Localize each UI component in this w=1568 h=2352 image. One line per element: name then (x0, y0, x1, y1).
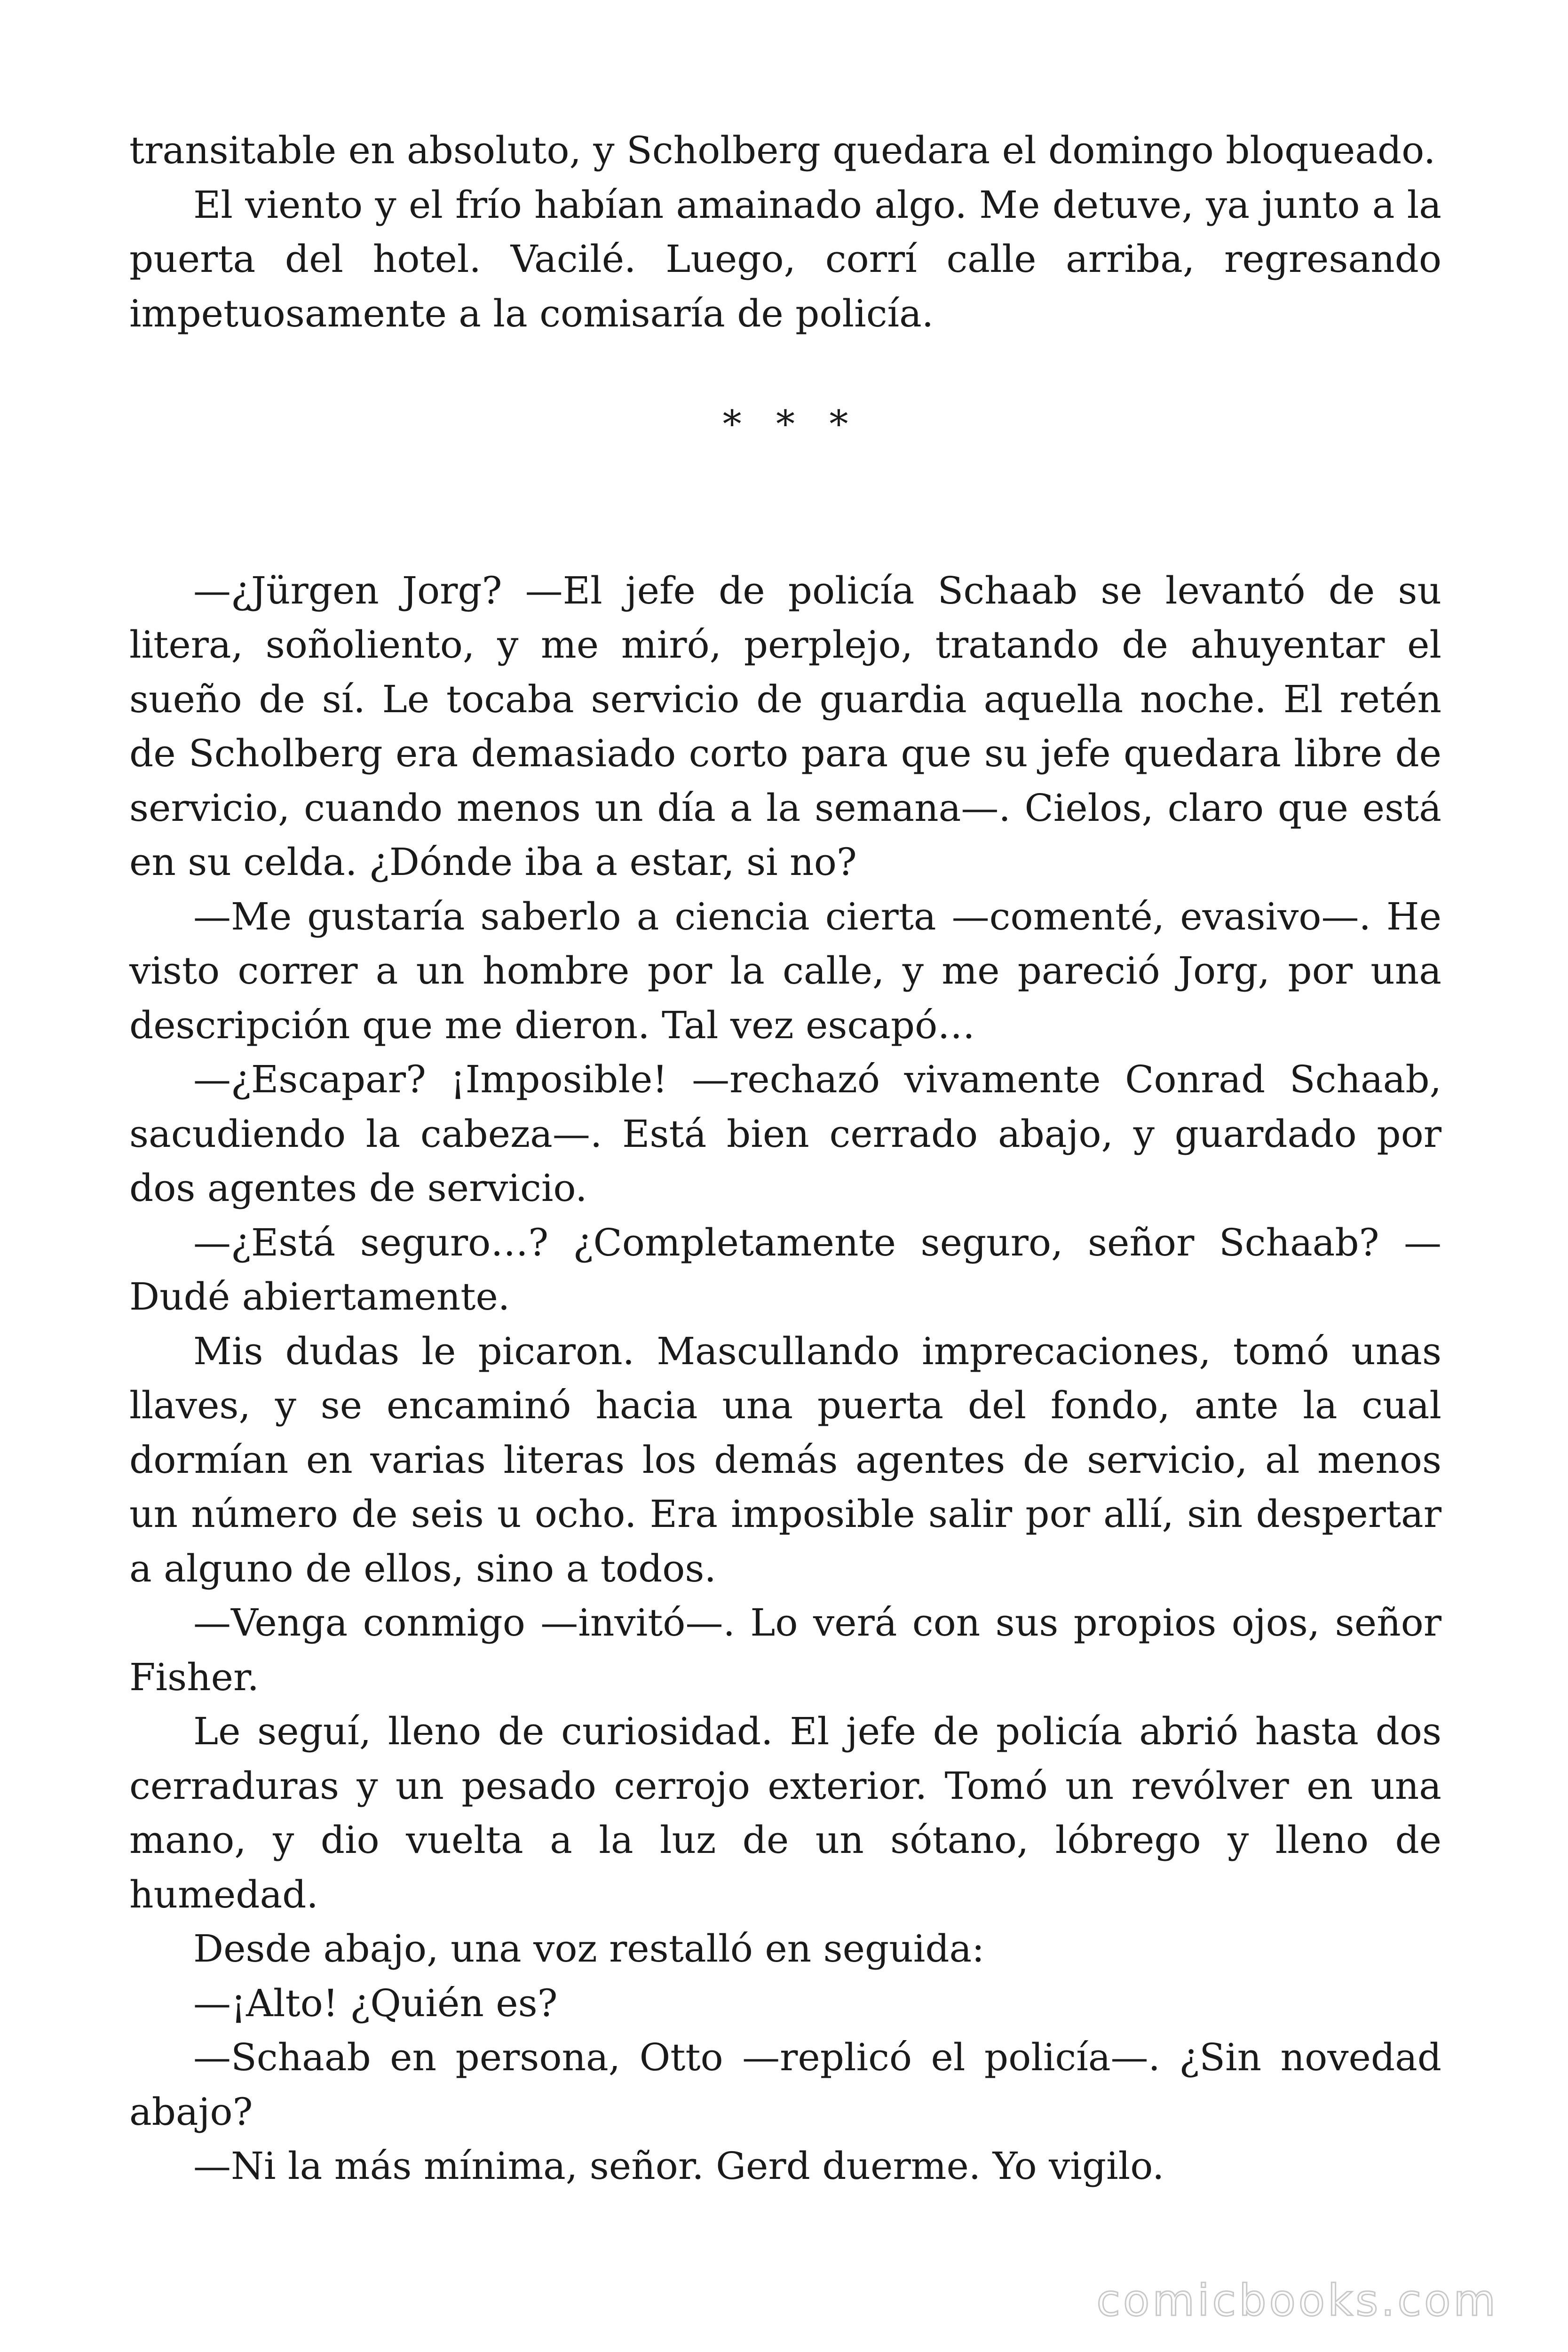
paragraph-continuation: transitable en absoluto, y Scholberg quedara el domingo bloqueado. (129, 128, 1436, 172)
paragraph: Desde abajo, una voz restalló en seguida: (193, 1927, 985, 1971)
paragraph: —¿Escapar? ¡Imposible! —rechazó vivamente Conrad Schaab, sacudiendo la cabeza—. Está bien cerrado abajo, y guardado por dos agentes de servicio. (129, 1057, 1441, 1210)
paragraph: —Me gustaría saberlo a ciencia cierta —comenté, evasivo—. He visto correr a un hombre por la calle, y me pareció Jorg, por una descripción que me dieron. Tal vez escapó… (129, 894, 1441, 1047)
book-page (129, 123, 1441, 2193)
paragraph: —¡Alto! ¿Quién es? (193, 1981, 558, 2025)
paragraph: El viento y el frío habían amainado algo. Me detuve, ya junto a la puerta del hotel. Vacilé. Luego, corrí calle arriba, regresando impetuosamente a la comisaría de policía. (129, 183, 1441, 335)
section-separator: * * * (722, 402, 860, 446)
paragraph: —Ni la más mínima, señor. Gerd duerme. Yo vigilo. (193, 2144, 1164, 2188)
paragraph: Le seguí, lleno de curiosidad. El jefe de policía abrió hasta dos cerraduras y un pesado cerrojo exterior. Tomó un revólver en una mano, y dio vuelta a la luz de un sótano, lóbrego y lleno de humedad. (129, 1709, 1441, 1916)
paragraph: —Schaab en persona, Otto —replicó el policía—. ¿Sin novedad abajo? (129, 2035, 1441, 2134)
paragraph: —¿Está seguro…? ¿Completamente seguro, señor Schaab? —Dudé abiertamente. (129, 1220, 1441, 1319)
watermark: comicbooks.com (1096, 2275, 1498, 2326)
paragraph: —Venga conmigo —invitó—. Lo verá con sus propios ojos, señor Fisher. (129, 1601, 1441, 1699)
paragraph: Mis dudas le picaron. Mascullando imprecaciones, tomó unas llaves, y se encaminó hacia una puerta del fondo, ante la cual dormían en varias literas los demás agentes de servicio, al menos un número de seis u ocho. Era imposible salir por allí, sin despertar a alguno de ellos, sino a todos. (129, 1329, 1441, 1590)
paragraph: —¿Jürgen Jorg? —El jefe de policía Schaab se levantó de su litera, soñoliento, y me miró, perplejo, tratando de ahuyentar el sueño de sí. Le tocaba servicio de guardia aquella noche. El retén de Scholberg era demasiado corto para que su jefe quedara libre de servicio, cuando menos un día a la semana—. Cielos, claro que está en su celda. ¿Dónde iba a estar, si no? (129, 568, 1441, 884)
